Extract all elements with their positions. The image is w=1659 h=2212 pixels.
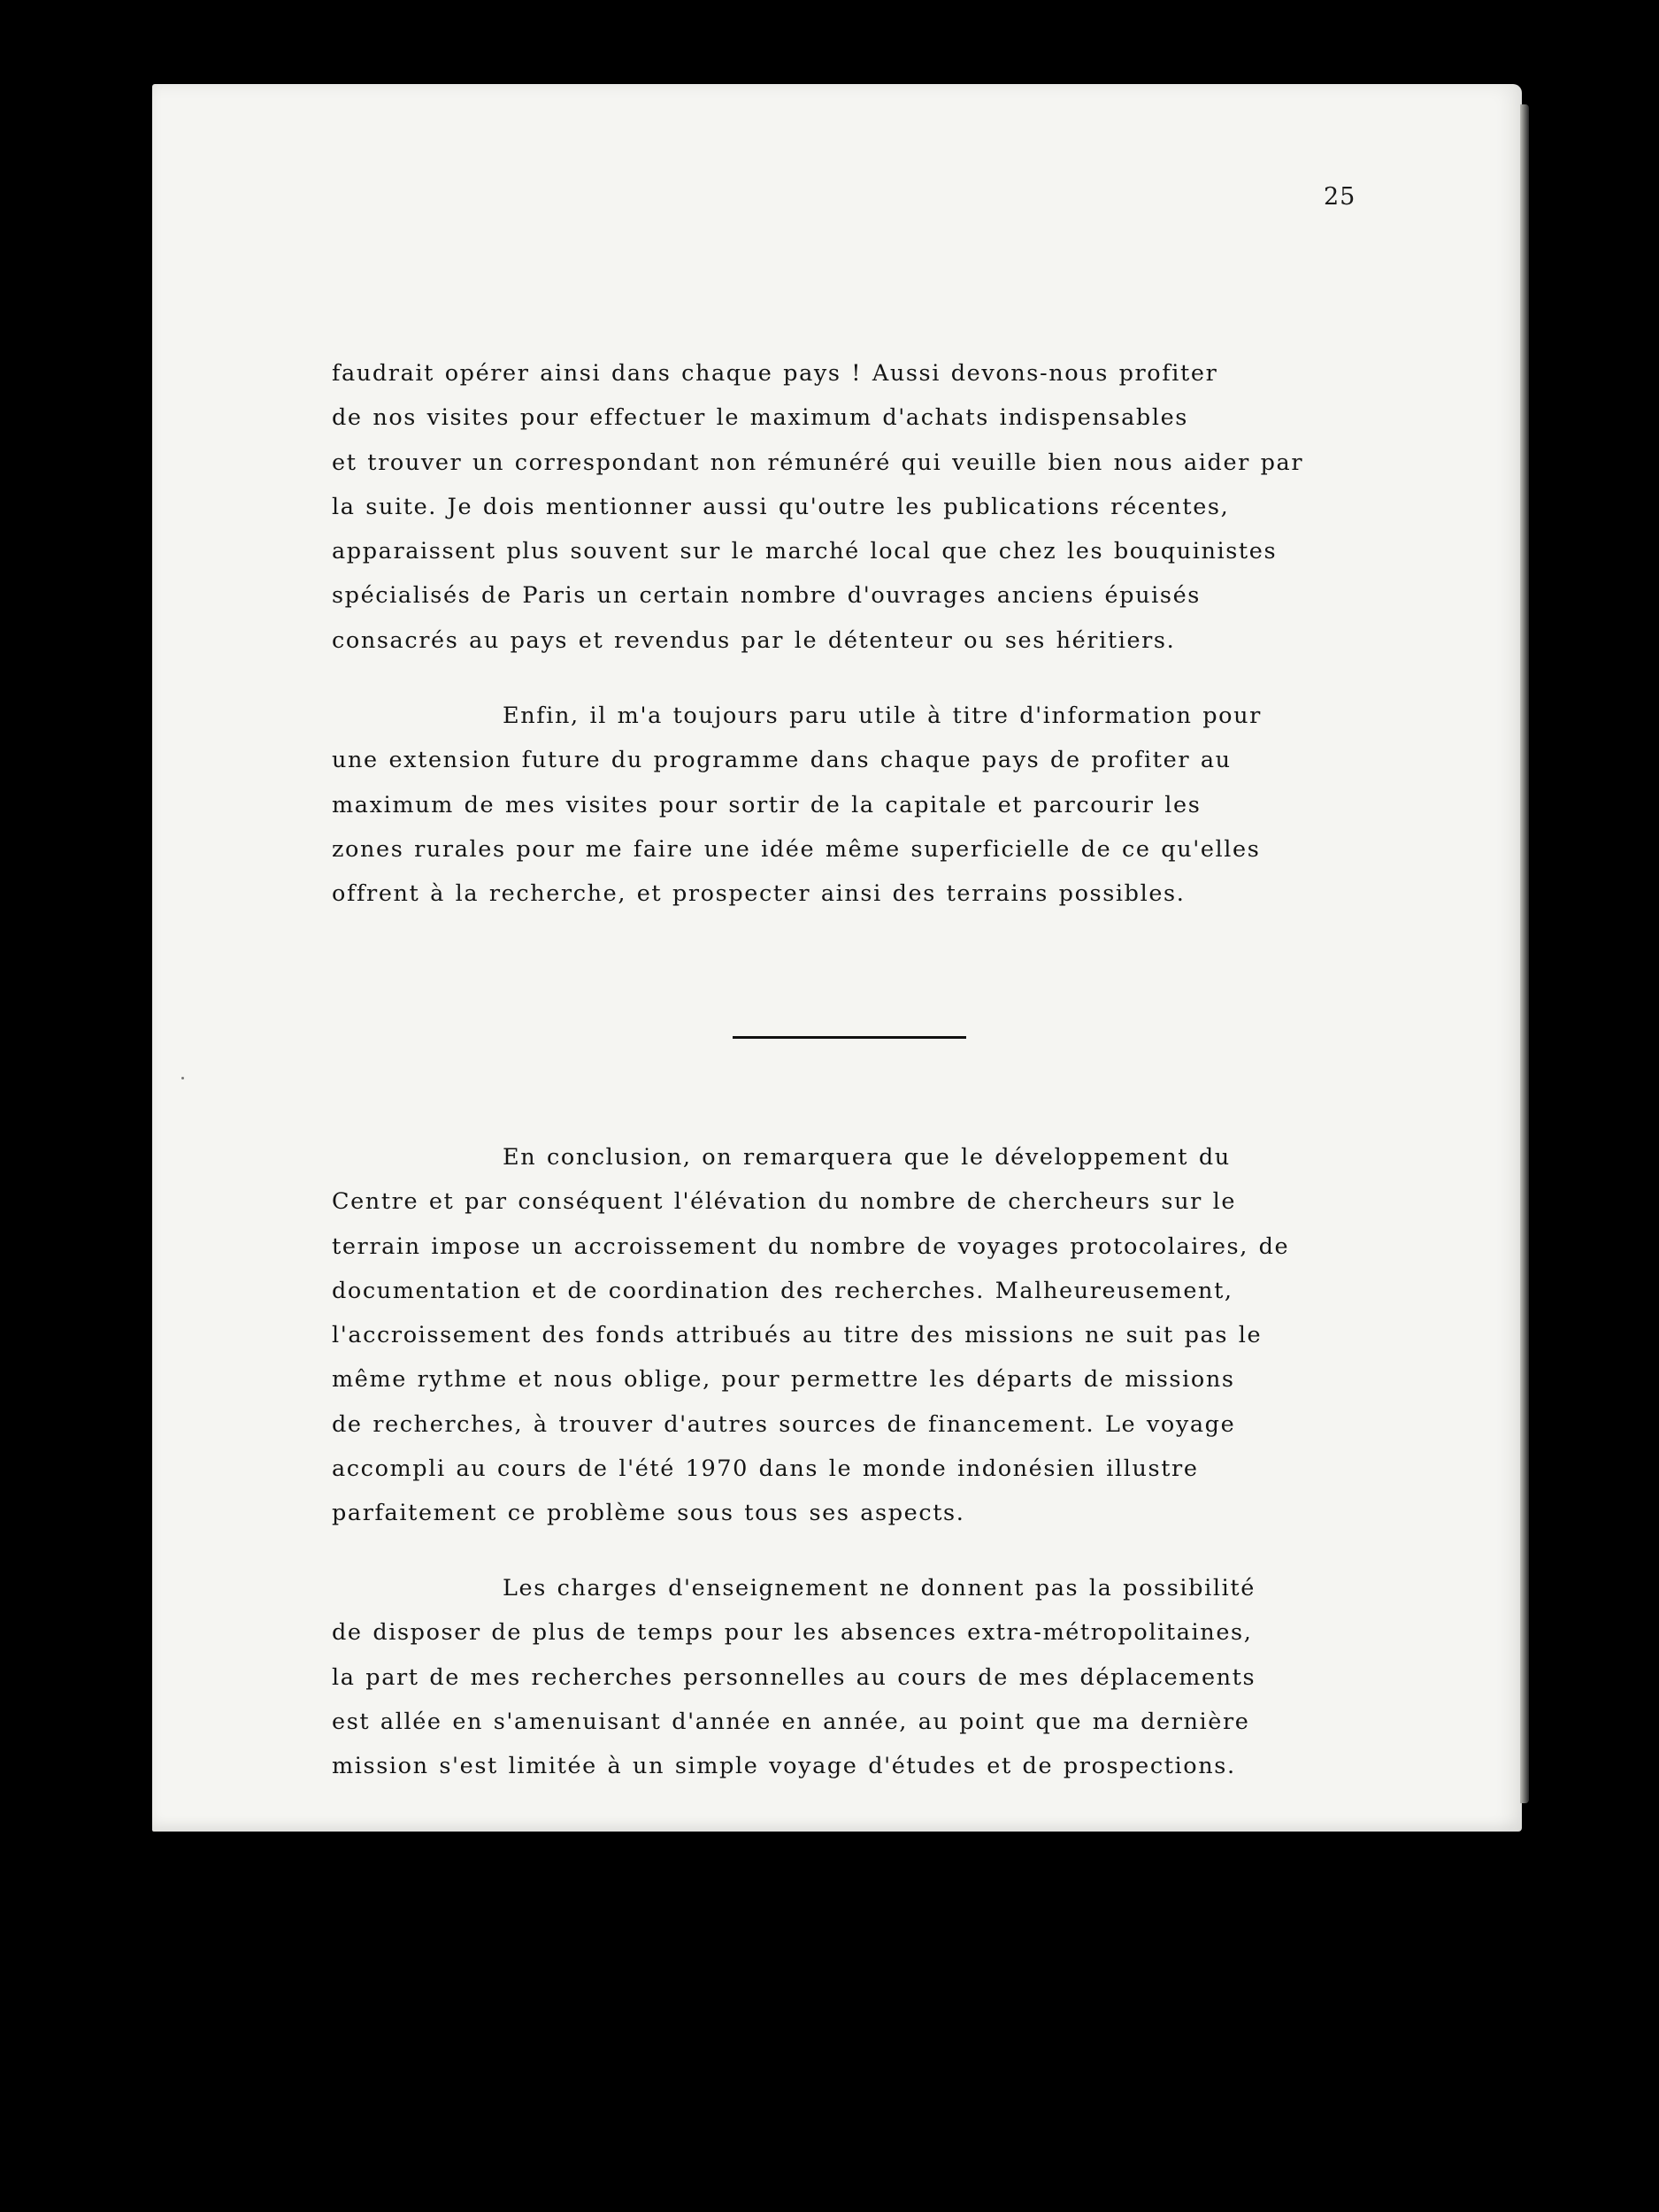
text-line: et trouver un correspondant non rémunéré qui veuille bien nous aider par xyxy=(332,449,1304,476)
paragraph-1 xyxy=(332,351,1349,663)
text-line: de recherches, à trouver d'autres sources de financement. Le voyage xyxy=(332,1410,1236,1438)
text-line: même rythme et nous oblige, pour permettre les départs de missions xyxy=(332,1366,1235,1394)
text-line: apparaissent plus souvent sur le marché local que chez les bouquinistes xyxy=(332,538,1278,565)
text-line: Enfin, il m'a toujours paru utile à titre d'information pour xyxy=(503,703,1262,729)
text-line: accompli au cours de l'été 1970 dans le monde indonésien illustre xyxy=(332,1455,1199,1483)
text-line: la suite. Je dois mentionner aussi qu'outre les publications récentes, xyxy=(332,493,1230,520)
text-line: l'accroissement des fonds attribués au titre des missions ne suit pas le xyxy=(332,1322,1263,1349)
text-line: est allée en s'amenuisant d'année en année, au point que ma dernière xyxy=(332,1708,1250,1735)
paragraph-4 xyxy=(332,1566,1349,1788)
text-line: mission s'est limitée à un simple voyage d'études et de prospections. xyxy=(332,1753,1236,1780)
text-line: parfaitement ce problème sous tous ses aspects. xyxy=(332,1500,965,1527)
text-line: la part de mes recherches personnelles au cours de mes déplacements xyxy=(332,1663,1256,1691)
paragraph-2 xyxy=(332,694,1349,916)
text-line: documentation et de coordination des recherches. Malheureusement, xyxy=(332,1277,1233,1304)
text-line: faudrait opérer ainsi dans chaque pays ! Aussi devons-nous profiter xyxy=(332,360,1218,387)
text-line: Les charges d'enseignement ne donnent pas la possibilité xyxy=(503,1575,1256,1601)
text-line: une extension future du programme dans chaque pays de profiter au xyxy=(332,747,1232,774)
text-line: zones rurales pour me faire une idée même superficielle de ce qu'elles xyxy=(332,835,1261,863)
text-line: terrain impose un accroissement du nombre de voyages protocolaires, de xyxy=(332,1233,1290,1260)
paragraph-3 xyxy=(332,1135,1349,1536)
text-line: spécialisés de Paris un certain nombre d'ouvrages anciens épuisés xyxy=(332,582,1201,610)
text-line: maximum de mes visites pour sortir de la capitale et parcourir les xyxy=(332,791,1202,818)
page-number: 25 xyxy=(1324,183,1356,211)
text-line: Centre et par conséquent l'élévation du nombre de chercheurs sur le xyxy=(332,1188,1237,1216)
section-separator xyxy=(733,1036,966,1039)
text-line: En conclusion, on remarquera que le développement du xyxy=(503,1144,1231,1171)
page-edge xyxy=(1520,104,1529,1803)
text-line: offrent à la recherche, et prospecter ainsi des terrains possibles. xyxy=(332,880,1186,908)
text-line: de nos visites pour effectuer le maximum d'achats indispensables xyxy=(332,404,1188,432)
text-line: de disposer de plus de temps pour les absences extra-métropolitaines, xyxy=(332,1619,1253,1647)
text-line: consacrés au pays et revendus par le détenteur ou ses héritiers. xyxy=(332,626,1176,654)
speck-mark xyxy=(181,1077,184,1079)
